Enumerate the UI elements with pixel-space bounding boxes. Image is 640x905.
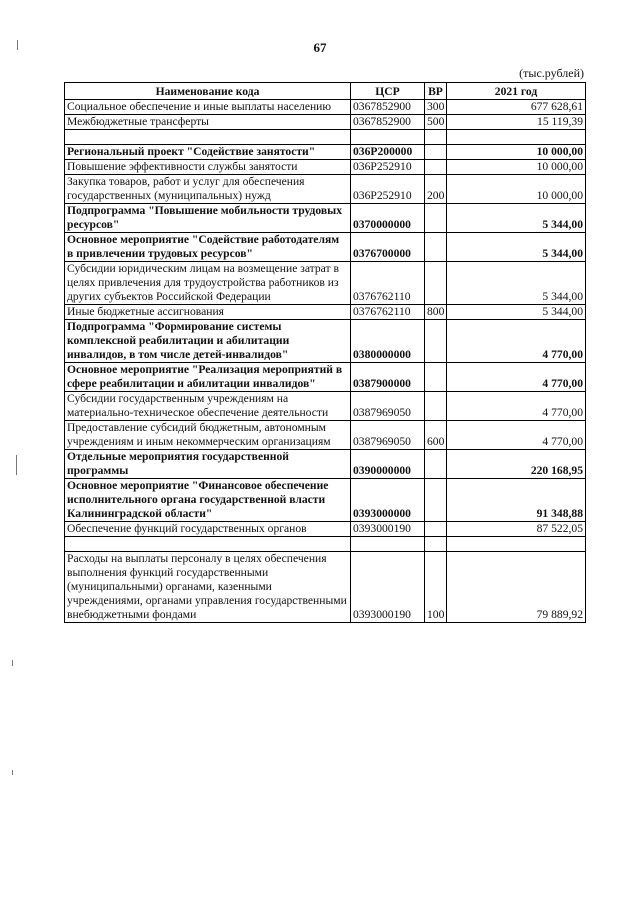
amount-cell: 5 344,00 xyxy=(447,305,586,320)
table-row xyxy=(65,421,586,450)
csr-cell: 0367852900 xyxy=(351,100,425,115)
csr-cell: 0393000190 xyxy=(351,522,425,537)
spacer-cell xyxy=(351,537,425,552)
header-vr: ВР xyxy=(425,83,447,100)
table-row xyxy=(65,392,586,421)
table-row xyxy=(65,522,586,537)
vr-cell xyxy=(425,145,447,160)
vr-cell xyxy=(425,262,447,305)
spacer-cell xyxy=(425,537,447,552)
name-cell: Региональный проект "Содействие занятости" xyxy=(65,145,351,160)
table-header-row xyxy=(65,83,586,100)
table-row xyxy=(65,305,586,320)
name-cell: Основное мероприятие "Содействие работодателям в привлечении трудовых ресурсов" xyxy=(65,233,351,262)
header-csr: ЦСР xyxy=(351,83,425,100)
scan-edge-mark xyxy=(12,770,13,775)
csr-cell: 0370000000 xyxy=(351,204,425,233)
budget-table xyxy=(64,82,586,623)
name-cell: Закупка товаров, работ и услуг для обеспечения государственных (муниципальных) нужд xyxy=(65,175,351,204)
vr-cell: 100 xyxy=(425,552,447,623)
vr-cell xyxy=(425,363,447,392)
vr-cell xyxy=(425,204,447,233)
vr-cell xyxy=(425,479,447,522)
amount-cell: 87 522,05 xyxy=(447,522,586,537)
vr-cell xyxy=(425,522,447,537)
table-row xyxy=(65,320,586,363)
csr-cell: 036P252910 xyxy=(351,175,425,204)
header-year: 2021 год xyxy=(447,83,586,100)
csr-cell: 0376762110 xyxy=(351,262,425,305)
vr-cell xyxy=(425,233,447,262)
units-label: (тыс.рублей) xyxy=(519,66,584,80)
name-cell: Субсидии государственным учреждениям на материально-техническое обеспечение деятельности xyxy=(65,392,351,421)
name-cell: Социальное обеспечение и иные выплаты населению xyxy=(65,100,351,115)
csr-cell: 0393000000 xyxy=(351,479,425,522)
spacer-cell xyxy=(447,537,586,552)
page-number: 67 xyxy=(313,40,327,55)
name-cell: Подпрограмма "Формирование системы комплексной реабилитации и абилитации инвалидов, в том числе детей-инвалидов" xyxy=(65,320,351,363)
csr-cell: 0387969050 xyxy=(351,421,425,450)
amount-cell: 10 000,00 xyxy=(447,160,586,175)
vr-cell: 200 xyxy=(425,175,447,204)
table-row xyxy=(65,479,586,522)
csr-cell: 036P200000 xyxy=(351,145,425,160)
amount-cell: 91 348,88 xyxy=(447,479,586,522)
csr-cell: 036P252910 xyxy=(351,160,425,175)
scan-edge-mark xyxy=(12,660,13,666)
amount-cell: 79 889,92 xyxy=(447,552,586,623)
table-row xyxy=(65,204,586,233)
vr-cell xyxy=(425,320,447,363)
name-cell: Предоставление субсидий бюджетным, автономным учреждениям и иным некоммерческим организациям xyxy=(65,421,351,450)
csr-cell: 0380000000 xyxy=(351,320,425,363)
vr-cell: 300 xyxy=(425,100,447,115)
csr-cell: 0390000000 xyxy=(351,450,425,479)
name-cell: Межбюджетные трансферты xyxy=(65,115,351,130)
csr-cell: 0367852900 xyxy=(351,115,425,130)
amount-cell: 5 344,00 xyxy=(447,204,586,233)
table-row xyxy=(65,233,586,262)
vr-cell xyxy=(425,450,447,479)
name-cell: Повышение эффективности службы занятости xyxy=(65,160,351,175)
amount-cell: 677 628,61 xyxy=(447,100,586,115)
amount-cell: 5 344,00 xyxy=(447,233,586,262)
table-row xyxy=(65,115,586,130)
vr-cell xyxy=(425,392,447,421)
name-cell: Иные бюджетные ассигнования xyxy=(65,305,351,320)
name-cell: Обеспечение функций государственных органов xyxy=(65,522,351,537)
name-cell: Расходы на выплаты персоналу в целях обеспечения выполнения функций государственными (муниципальными) органами, казенными учреждениями, органами управления государственными внебюджетными фондами xyxy=(65,552,351,623)
amount-cell: 10 000,00 xyxy=(447,175,586,204)
table-row xyxy=(65,100,586,115)
name-cell: Основное мероприятие "Реализация мероприятий в сфере реабилитации и абилитации инвалидов" xyxy=(65,363,351,392)
name-cell: Подпрограмма "Повышение мобильности трудовых ресурсов" xyxy=(65,204,351,233)
amount-cell: 15 119,39 xyxy=(447,115,586,130)
csr-cell: 0376762110 xyxy=(351,305,425,320)
table-row xyxy=(65,363,586,392)
csr-cell: 0393000190 xyxy=(351,552,425,623)
spacer-cell xyxy=(65,130,351,145)
amount-cell: 4 770,00 xyxy=(447,320,586,363)
spacer-cell xyxy=(447,130,586,145)
vr-cell: 500 xyxy=(425,115,447,130)
amount-cell: 5 344,00 xyxy=(447,262,586,305)
amount-cell: 220 168,95 xyxy=(447,450,586,479)
table-row xyxy=(65,175,586,204)
spacer-row xyxy=(65,537,586,552)
header-name: Наименование кода xyxy=(65,83,351,100)
scan-edge-mark xyxy=(16,455,17,475)
table-body xyxy=(65,100,586,623)
amount-cell: 4 770,00 xyxy=(447,363,586,392)
amount-cell: 10 000,00 xyxy=(447,145,586,160)
csr-cell: 0387969050 xyxy=(351,392,425,421)
vr-cell: 800 xyxy=(425,305,447,320)
scan-edge-mark xyxy=(17,40,18,50)
table-row xyxy=(65,552,586,623)
csr-cell: 0387900000 xyxy=(351,363,425,392)
spacer-row xyxy=(65,130,586,145)
vr-cell xyxy=(425,160,447,175)
vr-cell: 600 xyxy=(425,421,447,450)
name-cell: Основное мероприятие "Финансовое обеспечение исполнительного органа государственной власти Калининградской области" xyxy=(65,479,351,522)
spacer-cell xyxy=(425,130,447,145)
table-row xyxy=(65,145,586,160)
spacer-cell xyxy=(65,537,351,552)
name-cell: Отдельные мероприятия государственной программы xyxy=(65,450,351,479)
amount-cell: 4 770,00 xyxy=(447,392,586,421)
table-row xyxy=(65,450,586,479)
table-row xyxy=(65,262,586,305)
name-cell: Субсидии юридическим лицам на возмещение затрат в целях привлечения для трудоустройства работников из других субъектов Российской Федерации xyxy=(65,262,351,305)
table-row xyxy=(65,160,586,175)
spacer-cell xyxy=(351,130,425,145)
amount-cell: 4 770,00 xyxy=(447,421,586,450)
csr-cell: 0376700000 xyxy=(351,233,425,262)
